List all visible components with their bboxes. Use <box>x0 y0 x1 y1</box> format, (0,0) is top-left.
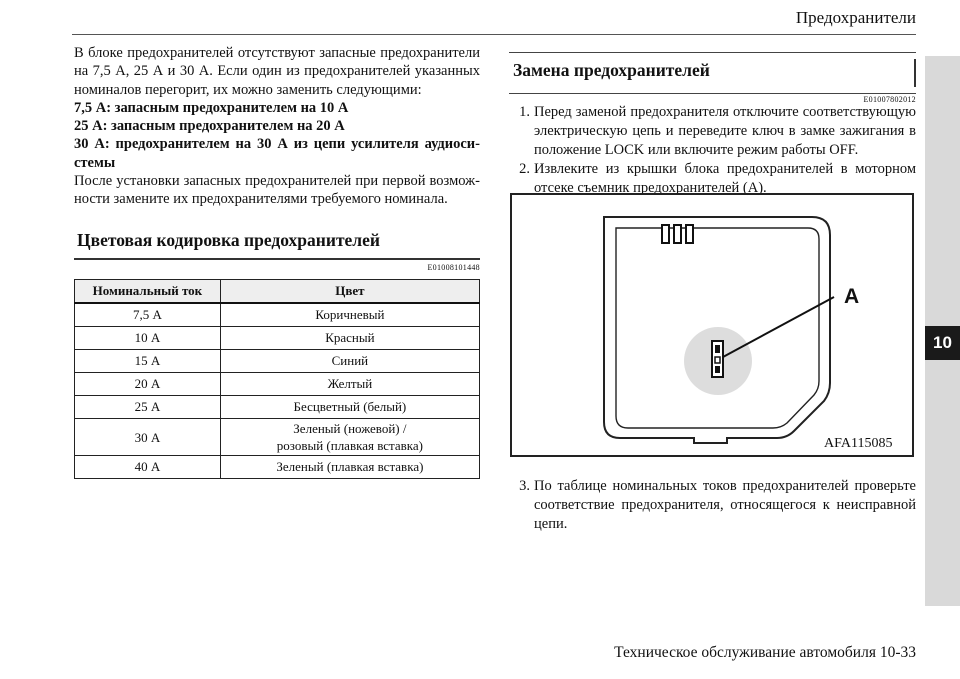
list-item <box>512 103 916 160</box>
callout-a-label: A <box>844 285 860 308</box>
replace-heading: Замена предохранителей <box>513 60 710 80</box>
color-section-code: E01008101448 <box>427 263 480 272</box>
table-header-row <box>75 280 480 304</box>
step-number: 1. <box>519 104 530 120</box>
rating-cell: 7,5 А <box>75 303 221 327</box>
color-heading-rule <box>74 258 480 260</box>
header-rule <box>72 34 916 35</box>
running-head: Предохранители <box>795 8 916 27</box>
chapter-number-tab: 10 <box>925 326 960 360</box>
color-coding-heading: Цветовая кодировка предохранителей <box>77 230 380 250</box>
step-text: Перед заменой предохранителя отключите соответствующую электрическую цепь и переведите ключ в замке зажигания в положение LOCK или включите режим работы OFF. <box>534 104 916 158</box>
col-header-rating: Номинальный ток <box>75 280 221 304</box>
rating-cell: 25 А <box>75 396 221 419</box>
figure-code: AFA115085 <box>824 436 893 451</box>
spare-rule-30-line2: стемы <box>74 154 116 171</box>
replace-step-3 <box>512 477 916 534</box>
step-number: 2. <box>519 161 530 177</box>
rating-cell: 20 А <box>75 373 221 396</box>
color-cell: Красный <box>220 327 479 350</box>
fuse-box-cover-illustration <box>510 193 914 457</box>
table-row <box>75 396 480 419</box>
color-line-2: розовый (плавкая вставка) <box>276 438 424 453</box>
page-footer: Техническое обслуживание автомобиля 10-33 <box>614 644 916 661</box>
rating-cell: 30 А <box>75 419 221 456</box>
color-line-1: Зеленый (ножевой) / <box>293 421 407 436</box>
spare-rule-7-5: 7,5 А: запасным предохранителем на 10 А <box>74 99 349 116</box>
list-item <box>512 477 916 534</box>
replace-steps-1-2 <box>512 103 916 198</box>
spare-rule-30-line1: 30 А: предохранителем на 30 А из цепи усилителя аудиоси- <box>74 136 480 153</box>
step-text: Извлеките из крышки блока предохранителей в моторном отсеке съемник предохранителей (A). <box>534 161 916 196</box>
table-row <box>75 327 480 350</box>
color-cell: Бесцветный (белый) <box>220 396 479 419</box>
color-cell: Коричневый <box>220 303 479 327</box>
color-cell <box>220 419 479 456</box>
rating-cell: 40 А <box>75 456 221 479</box>
fuse-color-table <box>74 279 480 479</box>
color-cell: Синий <box>220 350 479 373</box>
rating-cell: 10 А <box>75 327 221 350</box>
table-row <box>75 303 480 327</box>
rating-cell: 15 А <box>75 350 221 373</box>
table-row <box>75 350 480 373</box>
col-header-color: Цвет <box>220 280 479 304</box>
after-text-line2: ности замените их предохранителями требуемого номинала. <box>74 191 448 208</box>
replace-section-code: E01007802012 <box>863 95 916 104</box>
table-row <box>75 419 480 456</box>
color-cell: Желтый <box>220 373 479 396</box>
intro-text: В блоке предохранителей отсутствуют запасные предохранители на 7,5 А, 25 А и 30 А. Если один из предохранителей указанных номиналов перегорит, их можно заменить следующими: <box>74 45 480 98</box>
table-row <box>75 373 480 396</box>
table-row <box>75 456 480 479</box>
spare-fuse-paragraph <box>74 44 480 209</box>
step-text: По таблице номинальных токов предохранителей проверьте соответствие предохранителя, относящегося к неисправной цепи. <box>534 478 916 532</box>
after-text-line1: После установки запасных предохранителей при первой возмож- <box>74 173 480 190</box>
fuse-box-drawing <box>512 195 912 455</box>
step-number: 3. <box>519 478 530 494</box>
color-cell: Зеленый (плавкая вставка) <box>220 456 479 479</box>
spare-rule-25: 25 А: запасным предохранителем на 20 А <box>74 118 345 135</box>
